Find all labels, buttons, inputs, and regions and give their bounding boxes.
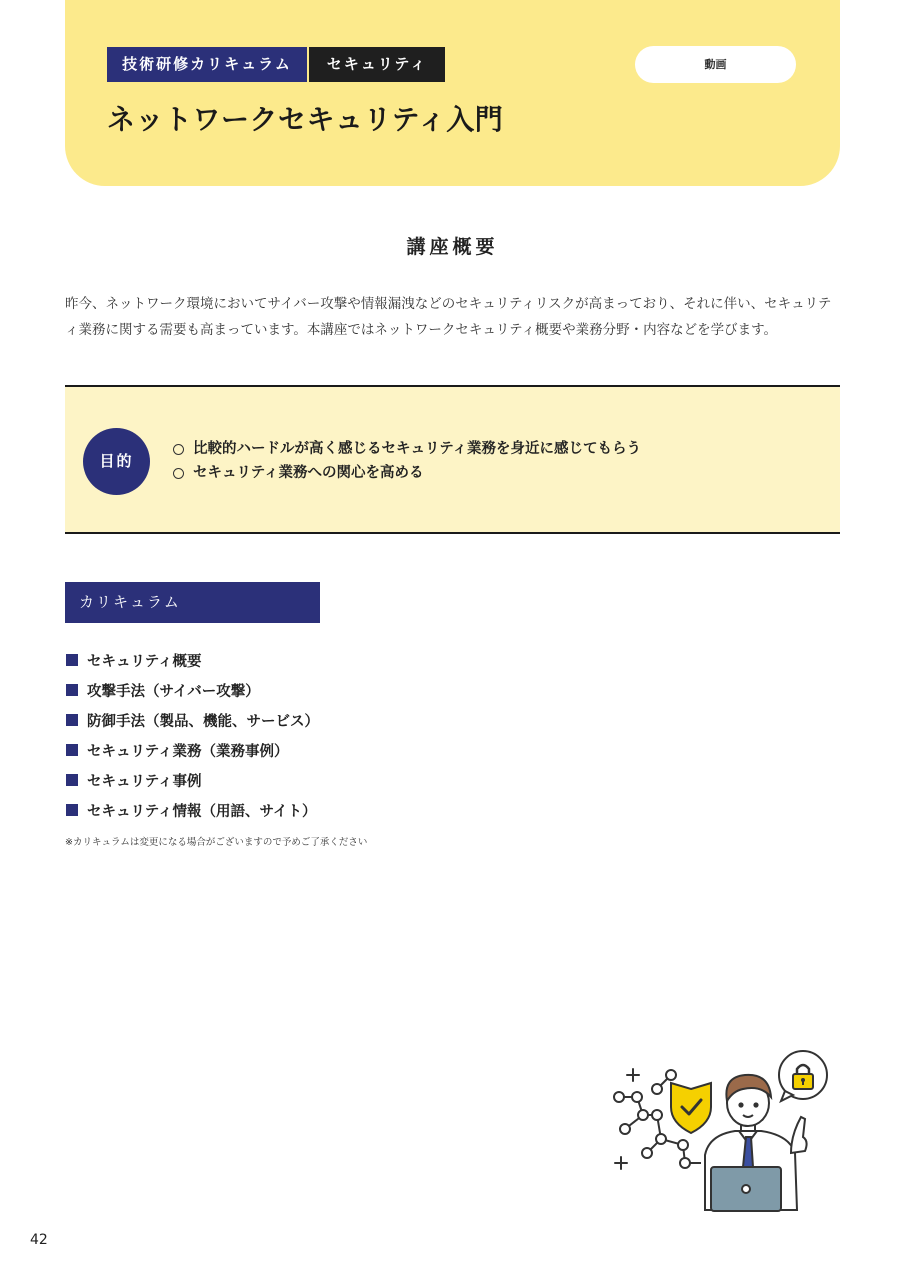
curriculum-list: [66, 645, 319, 825]
objective-item: 比較的ハードルが高く感じるセキュリティ業務を身近に感じてもらう: [173, 437, 641, 461]
square-bullet-icon: [66, 804, 78, 816]
square-bullet-icon: [66, 714, 78, 726]
objective-badge: 目的: [83, 428, 150, 495]
overview-heading: 講座概要: [406, 236, 499, 258]
curriculum-note: ※カリキュラムは変更になる場合がございますので予めご了承ください: [65, 837, 368, 848]
circle-bullet-icon: [173, 468, 184, 479]
security-illustration: [605, 1045, 840, 1220]
padlock-icon: [779, 1051, 827, 1101]
square-bullet-icon: [66, 654, 78, 666]
course-header: [65, 0, 840, 186]
circle-bullet-icon: [173, 444, 184, 455]
curriculum-item: セキュリティ概要: [66, 645, 319, 675]
subcategory-tag: セキュリティ: [309, 47, 445, 82]
curriculum-item: セキュリティ情報（用語、サイト）: [66, 795, 319, 825]
overview-text: 昨今、ネットワーク環境においてサイバー攻撃や情報漏洩などのセキュリティリスクが高まっており、それに伴い、セキュリティ業務に関する需要も高まっています。本講座ではネットワークセキュリティ概要や業務分野・内容などを学びます。: [65, 296, 832, 338]
curriculum-item: セキュリティ業務（業務事例）: [66, 735, 319, 765]
square-bullet-icon: [66, 774, 78, 786]
page-number: 42: [30, 1232, 48, 1248]
square-bullet-icon: [66, 744, 78, 756]
category-tag: 技術研修カリキュラム: [107, 47, 307, 82]
curriculum-item: 防御手法（製品、機能、サービス）: [66, 705, 319, 735]
objective-box: [65, 385, 840, 534]
course-title: ネットワークセキュリティ入門: [107, 103, 504, 136]
objective-item: セキュリティ業務への関心を高める: [173, 461, 641, 485]
laptop-icon: [711, 1167, 781, 1211]
shield-check-icon: [671, 1083, 711, 1133]
format-badge: 動画: [635, 46, 796, 83]
curriculum-item: 攻撃手法（サイバー攻撃）: [66, 675, 319, 705]
square-bullet-icon: [66, 684, 78, 696]
objective-list: [173, 437, 641, 485]
curriculum-heading: カリキュラム: [65, 582, 320, 623]
curriculum-item: セキュリティ事例: [66, 765, 319, 795]
sparkle-icon: [615, 1069, 639, 1169]
